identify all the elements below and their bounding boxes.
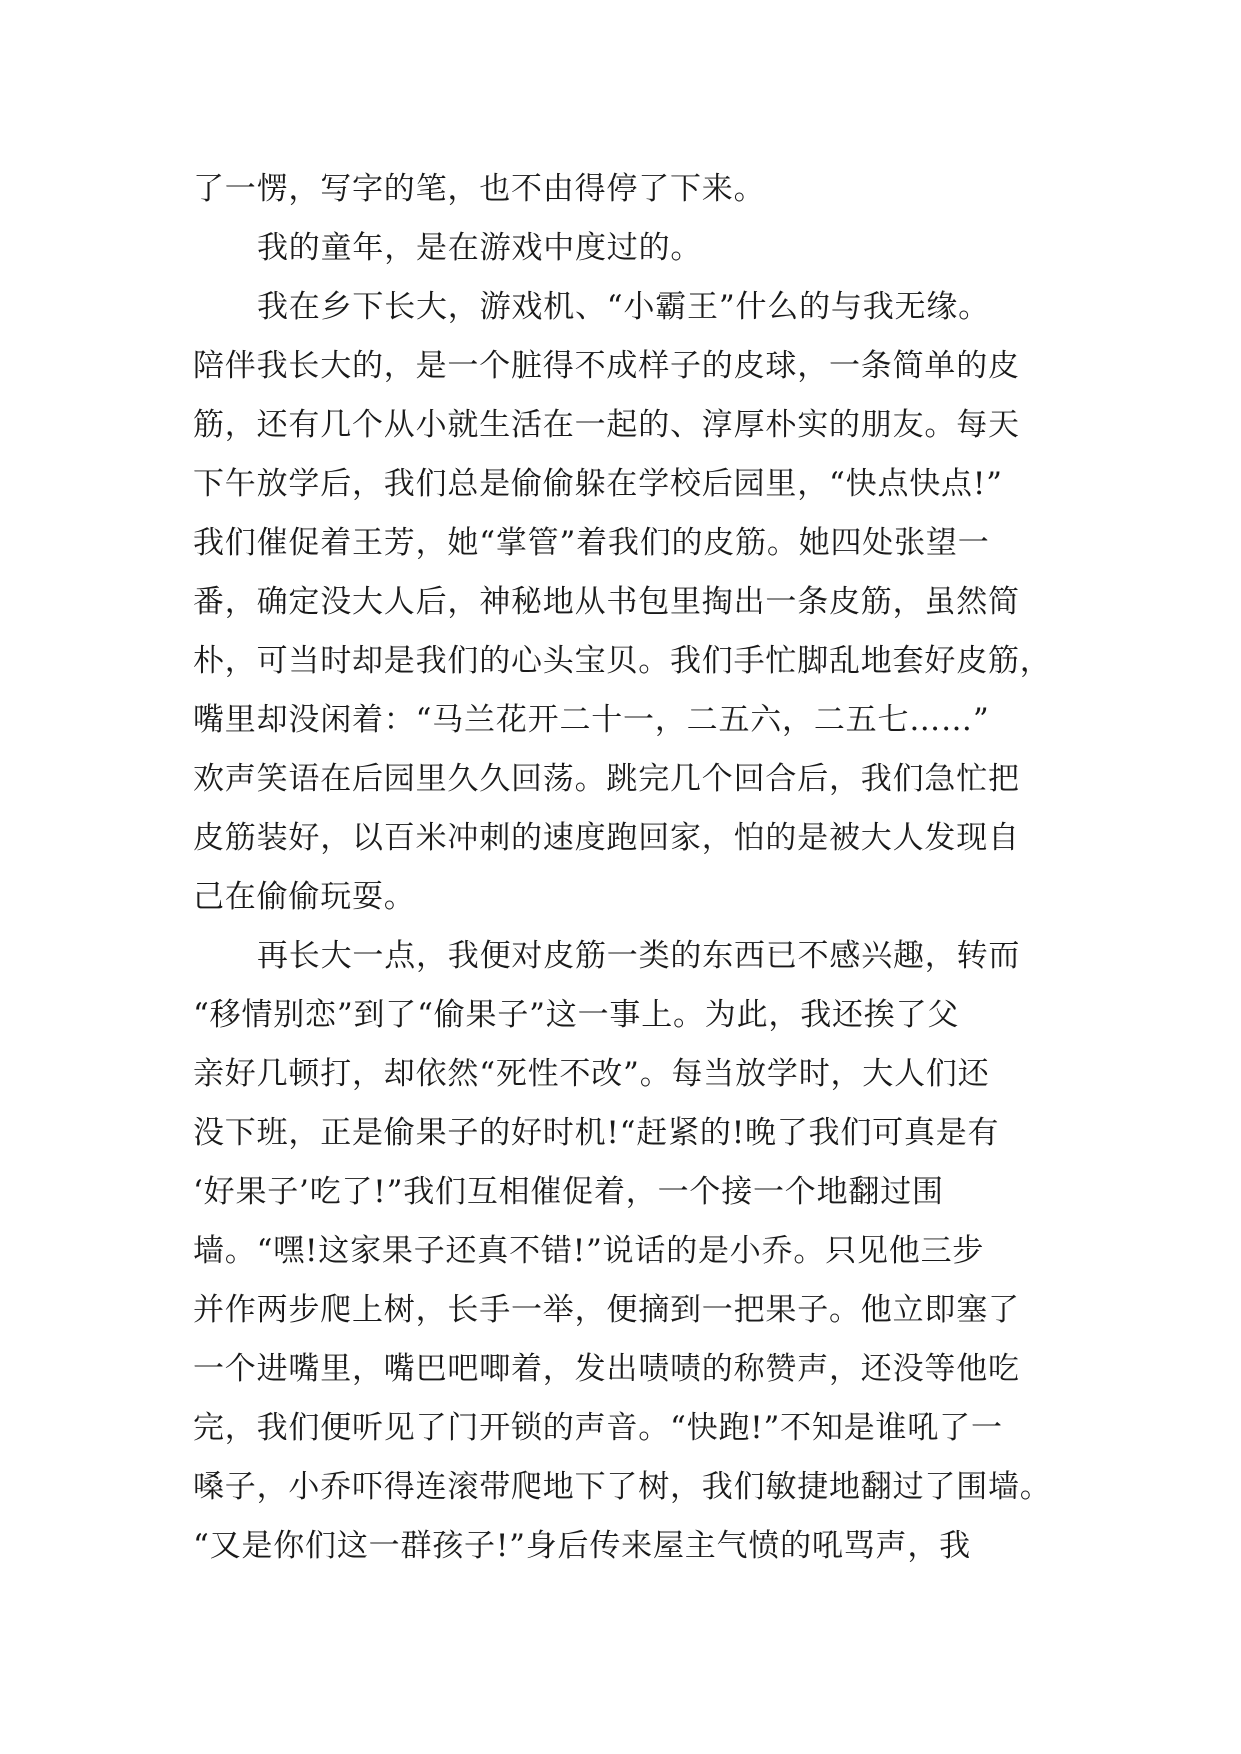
text-line: ‘好果子’吃了!”我们互相催促着，一个接一个地翻过围 [193, 1174, 944, 1210]
text-line: 己在偷偷玩耍。 [193, 879, 416, 915]
text-line: 我的童年，是在游戏中度过的。 [257, 230, 703, 266]
text-line: 没下班，正是偷果子的好时机!“赶紧的!晚了我们可真是有 [193, 1115, 1000, 1151]
text-line: 了一愣，写字的笔，也不由得停了下来。 [193, 171, 766, 207]
text-line: 嗓子，小乔吓得连滚带爬地下了树，我们敏捷地翻过了围墙。 [193, 1469, 1052, 1505]
text-line: 我在乡下长大，游戏机、“小霸王”什么的与我无缘。 [257, 289, 990, 325]
text-line: 再长大一点，我便对皮筋一类的东西已不感兴趣，转而 [257, 938, 1021, 974]
text-line: 嘴里却没闲着：“马兰花开二十一，二五六，二五七……” [193, 702, 990, 738]
text-line: “移情别恋”到了“偷果子”这一事上。为此，我还挨了父 [193, 997, 960, 1033]
text-line: 墙。“嘿!这家果子还真不错!”说话的是小乔。只见他三步 [193, 1233, 985, 1269]
text-line: 朴，可当时却是我们的心头宝贝。我们手忙脚乱地套好皮筋， [193, 643, 1052, 679]
text-line: 完，我们便听见了门开锁的声音。“快跑!”不知是谁吼了一 [193, 1410, 1003, 1446]
text-line: 并作两步爬上树，长手一举，便摘到一把果子。他立即塞了 [193, 1292, 1020, 1328]
text-line: 皮筋装好，以百米冲刺的速度跑回家，怕的是被大人发现自 [193, 820, 1020, 856]
text-line: 我们催促着王芳，她“掌管”着我们的皮筋。她四处张望一 [193, 525, 990, 561]
body-text [193, 160, 1053, 1576]
text-line: 筋，还有几个从小就生活在一起的、淳厚朴实的朋友。每天 [193, 407, 1020, 443]
text-line: 下午放学后，我们总是偷偷躲在学校后园里，“快点快点!” [193, 466, 1003, 502]
text-line: 一个进嘴里，嘴巴吧唧着，发出啧啧的称赞声，还没等他吃 [193, 1351, 1020, 1387]
text-line: “又是你们这一群孩子!”身后传来屋主气愤的吼骂声，我 [193, 1528, 971, 1564]
text-line: 陪伴我长大的，是一个脏得不成样子的皮球，一条简单的皮 [193, 348, 1020, 384]
text-line: 欢声笑语在后园里久久回荡。跳完几个回合后，我们急忙把 [193, 761, 1020, 797]
text-line: 亲好几顿打，却依然“死性不改”。每当放学时，大人们还 [193, 1056, 990, 1092]
text-line: 番，确定没大人后，神秘地从书包里掏出一条皮筋，虽然简 [193, 584, 1020, 620]
